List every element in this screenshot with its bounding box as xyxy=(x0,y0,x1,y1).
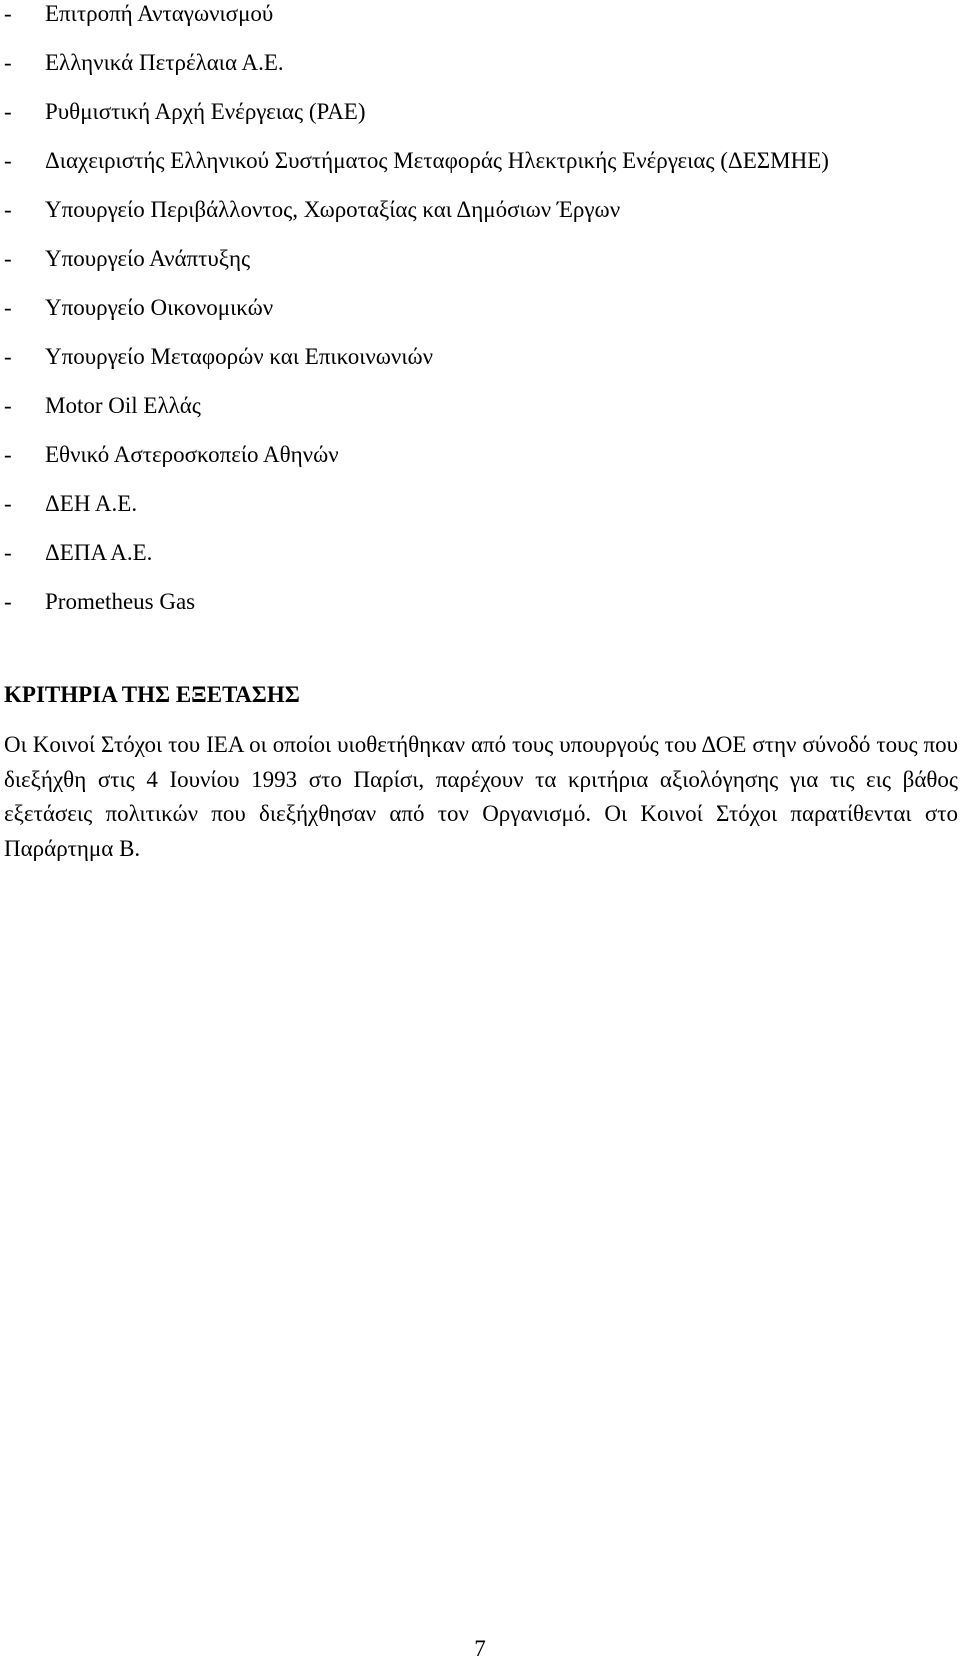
list-item-text: ΔΕΗ Α.Ε. xyxy=(45,491,138,516)
page-number: 7 xyxy=(474,1636,486,1661)
list-bullet: - xyxy=(4,99,12,124)
list-item-text: Motor Oil Ελλάς xyxy=(45,393,201,418)
list-item-text: Επιτροπή Ανταγωνισμού xyxy=(45,1,274,26)
list-item-text: Υπουργείο Περιβάλλοντος, Χωροταξίας και Δημόσιων Έργων xyxy=(45,197,621,222)
list-bullet: - xyxy=(4,50,12,75)
list-item-text: Εθνικό Αστεροσκοπείο Αθηνών xyxy=(45,442,339,467)
list-item-text: Prometheus Gas xyxy=(45,589,196,614)
section-heading: ΚΡΙΤΗΡΙΑ ΤΗΣ ΕΞΕΤΑΣΗΣ xyxy=(4,682,300,707)
list-item-text: Διαχειριστής Ελληνικού Συστήματος Μεταφοράς Ηλεκτρικής Ενέργειας (ΔΕΣΜΗΕ) xyxy=(45,148,829,173)
list-bullet: - xyxy=(4,295,12,320)
list-bullet: - xyxy=(4,491,12,516)
list-item-text: Υπουργείο Μεταφορών και Επικοινωνιών xyxy=(45,344,434,369)
list-bullet: - xyxy=(4,197,12,222)
list-item-text: Υπουργείο Ανάπτυξης xyxy=(45,246,251,271)
list-bullet: - xyxy=(4,148,12,173)
list-bullet: - xyxy=(4,540,12,565)
list-bullet: - xyxy=(4,1,12,26)
list-item-text: Υπουργείο Οικονομικών xyxy=(45,295,274,320)
section-paragraph: Οι Κοινοί Στόχοι του ΙΕΑ οι οποίοι υιοθετήθηκαν από τους υπουργούς του ΔΟΕ στην σύνοδό τους που διεξήχθη στις 4 Ιουνίου 1993 στο Παρίσι, παρέχουν τα κριτήρια αξιολόγησης για τις εις βάθος εξετάσεις πολιτικών που διεξήχθησαν από τον Οργανισμό. Οι Κοινοί Στόχοι παρατίθενται στο Παράρτημα Β. xyxy=(4,732,958,861)
list-bullet: - xyxy=(4,344,12,369)
list-item-text: Ελληνικά Πετρέλαια Α.Ε. xyxy=(45,50,284,75)
list-item-text: Ρυθμιστική Αρχή Ενέργειας (ΡΑΕ) xyxy=(45,99,366,124)
list-bullet: - xyxy=(4,393,12,418)
list-bullet: - xyxy=(4,246,12,271)
list-bullet: - xyxy=(4,589,12,614)
list-item-text: ΔΕΠΑ Α.Ε. xyxy=(45,540,153,565)
list-bullet: - xyxy=(4,442,12,467)
